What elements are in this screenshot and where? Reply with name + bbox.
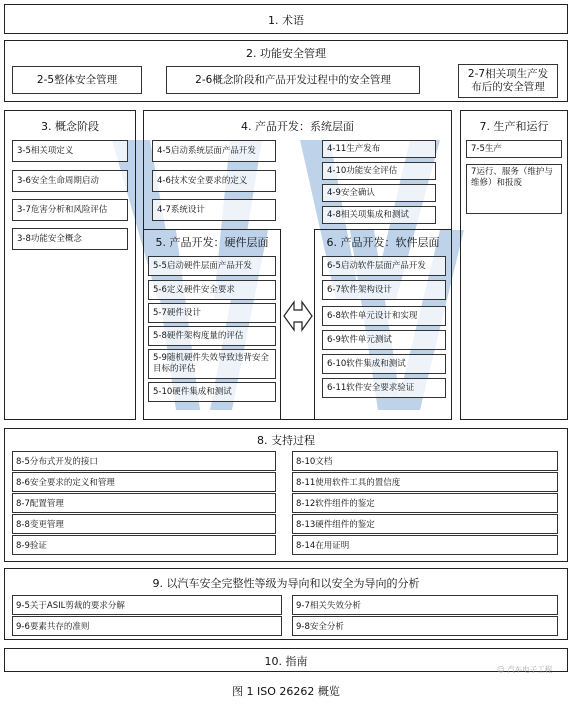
hw-item-5-8: 5-8硬件架构度量的评估: [148, 326, 276, 346]
concept-item-3-7: 3-7危害分析和风险评估: [12, 199, 128, 221]
support-item-8-13: 8-13硬件组件的鉴定: [292, 514, 558, 534]
support-item-8-8: 8-8变更管理: [12, 514, 276, 534]
source-watermark: ☺ 汽车电子工程: [497, 665, 553, 674]
hardware-level-title: 5. 产品开发：硬件层面: [155, 236, 269, 249]
hw-item-5-5: 5-5启动硬件层面产品开发: [148, 256, 276, 276]
system-item-4-10: 4-10功能安全评估: [322, 162, 436, 180]
hw-item-5-7: 5-7硬件设计: [148, 303, 276, 323]
system-item-4-9: 4-9安全确认: [322, 184, 436, 202]
support-item-8-6: 8-6安全要求的定义和管理: [12, 472, 276, 492]
hw-item-5-10: 5-10硬件集成和测试: [148, 382, 276, 402]
system-item-4-11: 4-11生产发布: [322, 140, 436, 158]
asil-title: 9. 以汽车安全完整性等级为导向和以安全为导向的分析: [152, 577, 420, 590]
sw-item-6-8: 6-8软件单元设计和实现: [322, 306, 446, 326]
asil-item-9-6: 9-6要素共存的准则: [12, 616, 282, 636]
software-level-title: 6. 产品开发：软件层面: [326, 236, 440, 249]
fs-item-2-7: 2-7相关项生产发布后的安全管理: [458, 64, 558, 98]
support-item-8-14: 8-14在用证明: [292, 535, 558, 555]
hw-item-5-9: 5-9随机硬件失效导致违背安全目标的评估: [148, 349, 276, 379]
concept-item-3-8: 3-8功能安全概念: [12, 228, 128, 250]
prod-item-7-6: 7运行、服务（维护与维修）和报废: [466, 164, 562, 214]
concept-phase-title: 3. 概念阶段: [41, 120, 99, 133]
sw-item-6-7: 6-7软件架构设计: [322, 280, 446, 300]
system-level-title: 4. 产品开发：系统层面: [241, 120, 354, 133]
concept-item-3-5: 3-5相关项定义: [12, 140, 128, 162]
asil-item-9-5: 9-5关于ASIL剪裁的要求分解: [12, 595, 282, 615]
asil-item-9-7: 9-7相关失效分析: [292, 595, 558, 615]
system-item-4-8: 4-8相关项集成和测试: [322, 206, 436, 224]
sw-item-6-9: 6-9软件单元测试: [322, 330, 446, 350]
asil-item-9-8: 9-8安全分析: [292, 616, 558, 636]
support-item-8-11: 8-11使用软件工具的置信度: [292, 472, 558, 492]
support-item-8-9: 8-9验证: [12, 535, 276, 555]
concept-item-3-6: 3-6安全生命周期启动: [12, 170, 128, 192]
guideline-title: 10. 指南: [264, 655, 308, 668]
system-item-4-5: 4-5启动系统层面产品开发: [152, 140, 276, 162]
system-item-4-7: 4-7系统设计: [152, 199, 276, 221]
hw-sw-double-arrow-icon: [282, 298, 314, 334]
support-item-8-7: 8-7配置管理: [12, 493, 276, 513]
production-title: 7. 生产和运行: [479, 120, 549, 133]
sw-item-6-11: 6-11软件安全要求验证: [322, 378, 446, 398]
support-item-8-10: 8-10文档: [292, 451, 558, 471]
prod-item-7-5: 7-5生产: [466, 140, 562, 158]
hw-item-5-6: 5-6定义硬件安全要求: [148, 280, 276, 300]
fs-item-2-5: 2-5整体安全管理: [12, 66, 142, 94]
sw-item-6-5: 6-5启动软件层面产品开发: [322, 256, 446, 276]
fs-item-2-6: 2-6概念阶段和产品开发过程中的安全管理: [166, 66, 420, 94]
support-title: 8. 支持过程: [257, 434, 315, 447]
support-item-8-5: 8-5分布式开发的接口: [12, 451, 276, 471]
sw-item-6-10: 6-10软件集成和测试: [322, 354, 446, 374]
support-item-8-12: 8-12软件组件的鉴定: [292, 493, 558, 513]
figure-caption: 图 1 ISO 26262 概览: [232, 685, 340, 698]
terminology-title: 1. 术语: [268, 14, 304, 27]
functional-safety-title: 2. 功能安全管理: [246, 47, 326, 60]
system-item-4-6: 4-6技术安全要求的定义: [152, 170, 276, 192]
